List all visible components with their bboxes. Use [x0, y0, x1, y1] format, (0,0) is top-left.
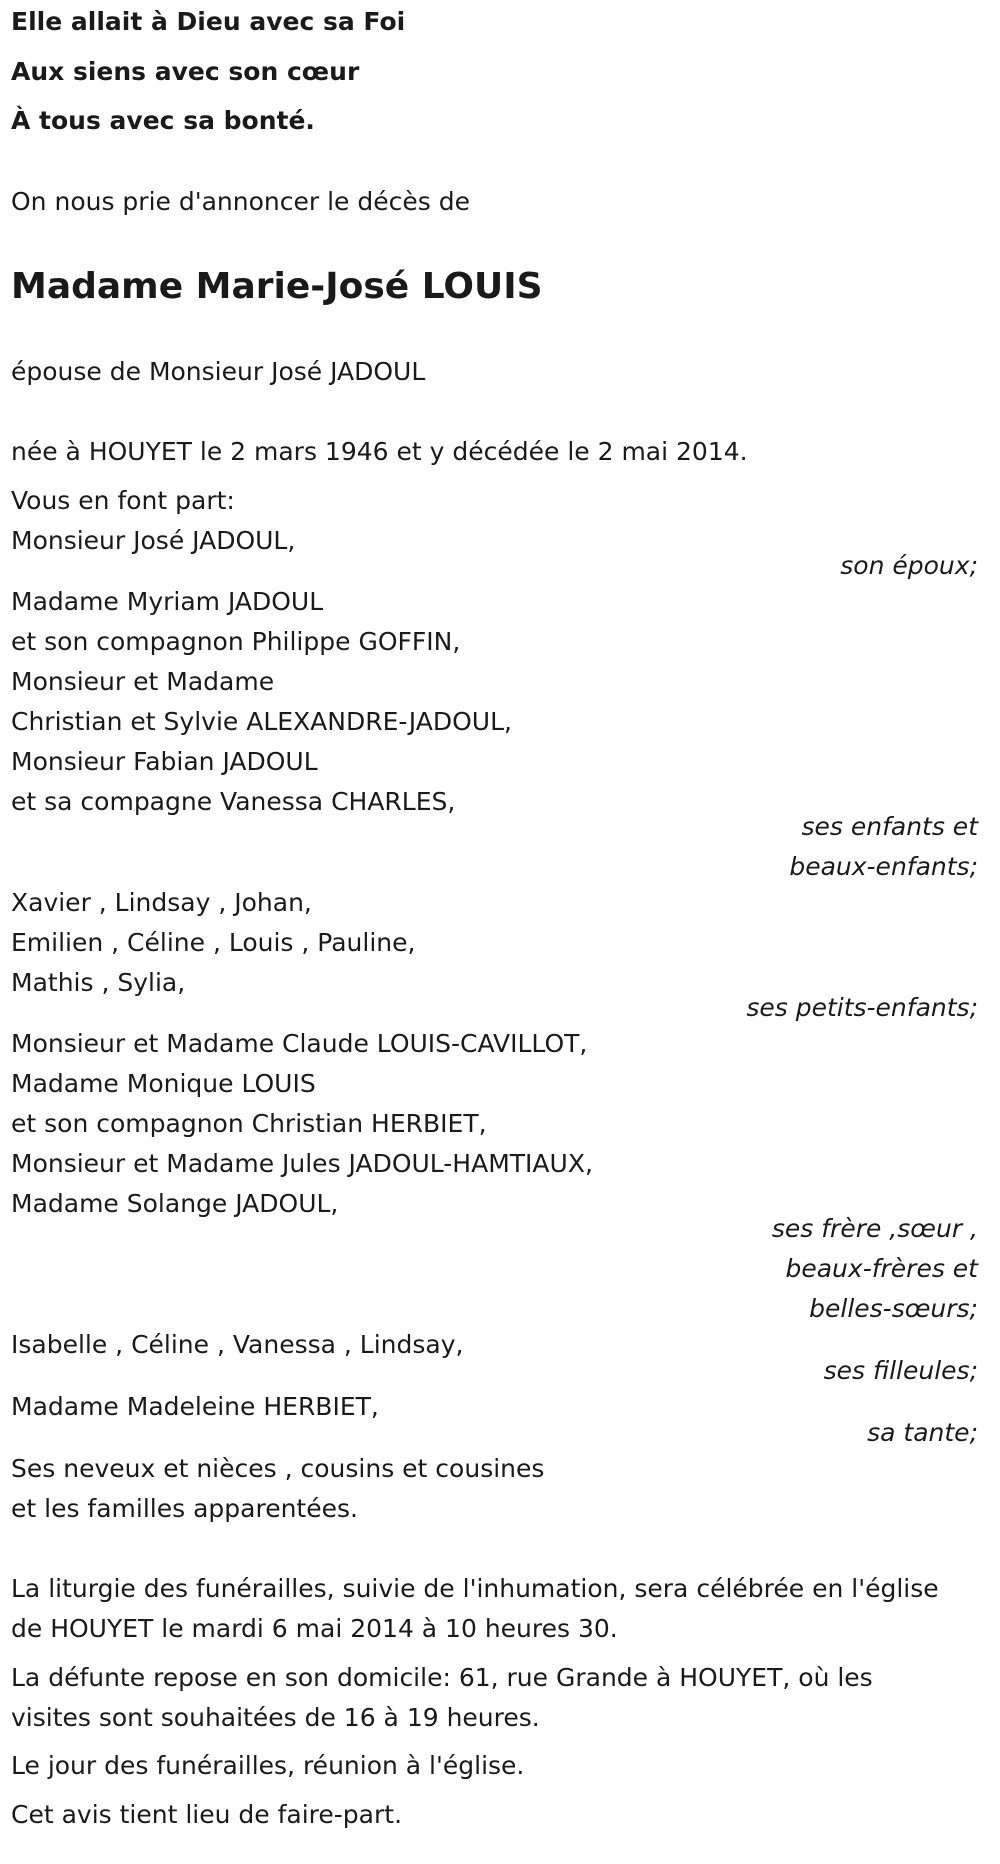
visitation-line: La défunte repose en son domicile: 61, rue Grande à HOUYET, où les: [11, 1663, 873, 1692]
family-member-line: Madame Monique LOUIS: [11, 1069, 316, 1098]
relation-label: ses petits-enfants;: [746, 993, 978, 1022]
relation-label: beaux-enfants;: [789, 852, 978, 881]
liturgy-line: La liturgie des funérailles, suivie de l'inhumation, sera célébrée en l'église: [11, 1574, 939, 1603]
meeting-line: Le jour des funérailles, réunion à l'église.: [11, 1751, 525, 1780]
epigraph-line: Elle allait à Dieu avec sa Foi: [11, 7, 406, 36]
announce-label: Vous en font part:: [11, 486, 235, 515]
family-member-line: Monsieur Fabian JADOUL: [11, 747, 318, 776]
relation-label: beaux-frères et: [785, 1254, 978, 1283]
family-member-line: Madame Myriam JADOUL: [11, 587, 324, 616]
family-member-line: Monsieur et Madame: [11, 667, 275, 696]
liturgy-line: de HOUYET le mardi 6 mai 2014 à 10 heures 30.: [11, 1614, 618, 1643]
family-member-line: Isabelle , Céline , Vanessa , Lindsay,: [11, 1330, 464, 1359]
family-member-line: Monsieur José JADOUL,: [11, 526, 296, 555]
family-member-line: Monsieur et Madame Claude LOUIS-CAVILLOT,: [11, 1029, 588, 1058]
extended-family-line: et les familles apparentées.: [11, 1494, 358, 1523]
family-member-line: Madame Madeleine HERBIET,: [11, 1392, 379, 1421]
relation-label: ses frère ,sœur ,: [771, 1214, 978, 1243]
family-member-line: Madame Solange JADOUL,: [11, 1189, 339, 1218]
birth-death-line: née à HOUYET le 2 mars 1946 et y décédée le 2 mai 2014.: [11, 437, 748, 466]
epigraph-line: À tous avec sa bonté.: [11, 106, 315, 135]
relation-label: ses filleules;: [823, 1356, 978, 1385]
family-member-line: et son compagnon Christian HERBIET,: [11, 1109, 487, 1138]
visitation-line: visites sont souhaitées de 16 à 19 heures.: [11, 1703, 540, 1732]
family-member-line: Monsieur et Madame Jules JADOUL-HAMTIAUX,: [11, 1149, 593, 1178]
epigraph-line: Aux siens avec son cœur: [11, 57, 360, 86]
family-member-line: et son compagnon Philippe GOFFIN,: [11, 627, 461, 656]
spouse-line: épouse de Monsieur José JADOUL: [11, 357, 426, 386]
relation-label: ses enfants et: [801, 812, 978, 841]
family-member-line: Mathis , Sylia,: [11, 968, 186, 997]
extended-family-line: Ses neveux et nièces , cousins et cousines: [11, 1454, 545, 1483]
family-member-line: Emilien , Céline , Louis , Pauline,: [11, 928, 416, 957]
deceased-name: Madame Marie-José LOUIS: [11, 266, 543, 307]
family-member-line: Christian et Sylvie ALEXANDRE-JADOUL,: [11, 707, 512, 736]
relation-label: belles-sœurs;: [809, 1294, 978, 1323]
relation-label: son époux;: [840, 551, 978, 580]
family-member-line: et sa compagne Vanessa CHARLES,: [11, 787, 456, 816]
intro-text: On nous prie d'annoncer le décès de: [11, 187, 470, 216]
closing-line: Cet avis tient lieu de faire-part.: [11, 1800, 403, 1829]
relation-label: sa tante;: [867, 1418, 978, 1447]
family-member-line: Xavier , Lindsay , Johan,: [11, 888, 312, 917]
